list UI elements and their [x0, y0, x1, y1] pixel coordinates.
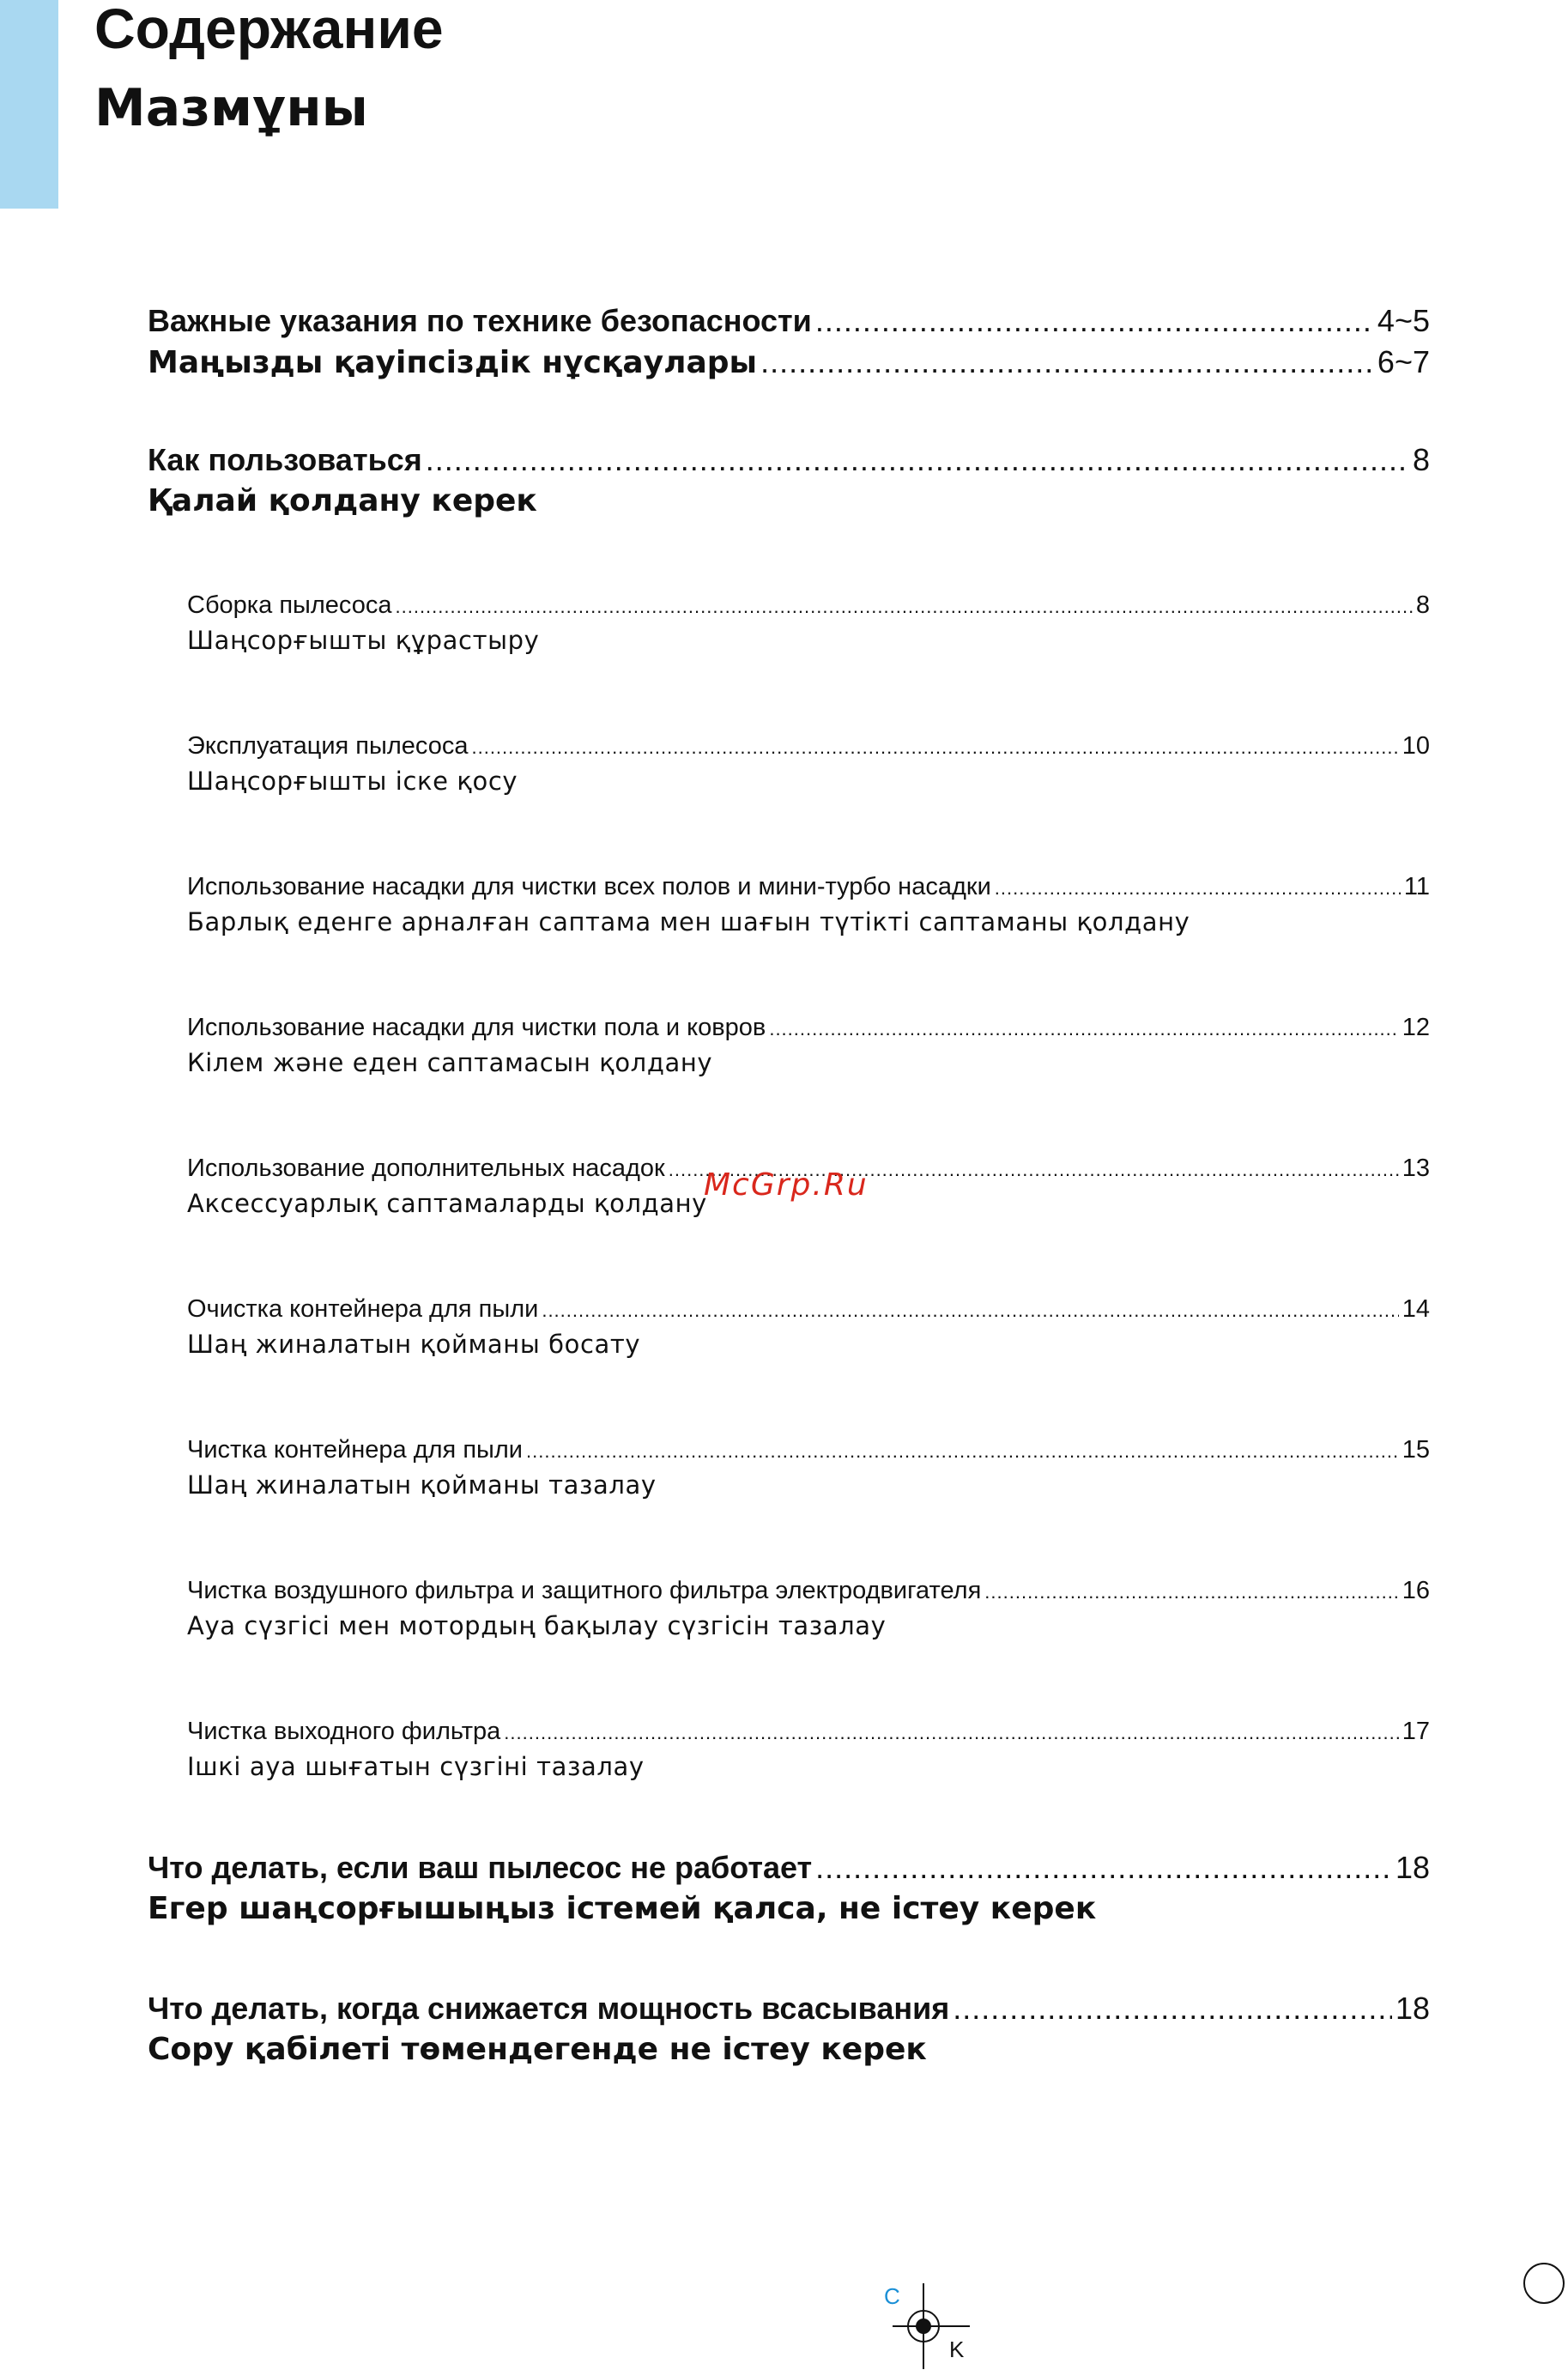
- leader-dots: [995, 872, 1401, 905]
- toc-row-ru: [187, 1715, 1430, 1749]
- toc-entry-exhaust-filter[interactable]: [187, 1715, 1430, 1784]
- toc-title-kz: Шаң жиналатын қойманы босату: [187, 1330, 641, 1359]
- toc-page: 15: [1402, 1436, 1430, 1464]
- registration-c-label: C: [884, 2283, 900, 2309]
- toc-page: 13: [1402, 1155, 1430, 1182]
- toc-title-kz: Егер шаңсорғышыңыз істемей қалса, не істеу керек: [148, 1891, 1097, 1926]
- toc-title-kz: Ауа сүзгісі мен мотордың бақылау сүзгісін тазалау: [187, 1611, 887, 1640]
- toc-title-kz: Шаңсорғышты құрастыру: [187, 626, 540, 655]
- toc-title-ru: Важные указания по технике безопасности: [148, 303, 812, 338]
- toc-row-ru: [187, 870, 1430, 905]
- toc-entry-troubleshooting[interactable]: [148, 1847, 1430, 1930]
- toc-page: 18: [1395, 1991, 1430, 2026]
- toc-page: 4~5: [1377, 303, 1430, 338]
- leader-dots: [815, 1847, 1392, 1888]
- section-color-tab: [0, 0, 58, 209]
- toc-entry-floor-carpet-brush[interactable]: [187, 1011, 1430, 1080]
- toc-page: 8: [1412, 442, 1430, 477]
- toc-title-kz: Аксессуарлық саптамаларды қолдану: [187, 1189, 707, 1218]
- toc-entry-empty-dust-bin[interactable]: [187, 1293, 1430, 1361]
- toc-title-ru: Очистка контейнера для пыли: [187, 1295, 539, 1323]
- toc-title-kz: Маңызды қауіпсіздік нұсқаулары: [148, 345, 758, 380]
- toc-row-ru: [187, 1574, 1430, 1609]
- toc-page: 17: [1402, 1718, 1430, 1745]
- toc-title-ru: Сборка пылесоса: [187, 591, 392, 619]
- leader-dots: [542, 1294, 1398, 1327]
- toc-title-ru: Использование насадки для чистки пола и ковров: [187, 1014, 766, 1041]
- toc-row-ru: [187, 1293, 1430, 1327]
- toc-title-ru: Как пользоваться: [148, 442, 422, 477]
- toc-title-ru: Что делать, когда снижается мощность всасывания: [148, 1991, 950, 2026]
- toc-title-ru: Чистка воздушного фильтра и защитного фильтра электродвигателя: [187, 1577, 982, 1604]
- page-title-kz: Мазмұны: [94, 78, 368, 138]
- toc-page: 16: [1402, 1577, 1430, 1604]
- toc-entry-how-to-use[interactable]: [148, 439, 1430, 522]
- toc-entry-all-floor-brush[interactable]: [187, 870, 1430, 939]
- toc-title-kz: Шаң жиналатын қойманы тазалау: [187, 1470, 657, 1500]
- leader-dots: [396, 591, 1413, 623]
- toc-entry-clean-dust-bin[interactable]: [187, 1433, 1430, 1502]
- toc-entry-safety[interactable]: [148, 300, 1430, 384]
- toc-row-ru: [148, 1988, 1430, 2029]
- toc-row-kz: [148, 342, 1430, 384]
- registration-k-label: K: [949, 2337, 965, 2362]
- toc-row-ru: [148, 300, 1430, 342]
- toc-title-ru: Что делать, если ваш пылесос не работает: [148, 1850, 813, 1885]
- toc-title-ru: Эксплуатация пылесоса: [187, 732, 469, 760]
- toc-page: 8: [1415, 591, 1430, 619]
- leader-dots: [426, 439, 1409, 481]
- toc-title-ru: Использование насадки для чистки всех полов и мини-турбо насадки: [187, 873, 991, 900]
- toc-title-kz: Ішкі ауа шығатын сүзгіні тазалау: [187, 1752, 645, 1781]
- leader-dots: [504, 1717, 1398, 1749]
- toc-page: 18: [1395, 1850, 1430, 1885]
- watermark: McGrp.Ru: [704, 1167, 869, 1203]
- toc-row-ru: [187, 1433, 1430, 1468]
- crosshair-icon: [884, 2283, 987, 2369]
- toc-page: 10: [1402, 732, 1430, 760]
- toc-title-kz: Барлық еденге арналған саптама мен шағын түтікті саптаманы қолдану: [187, 907, 1190, 936]
- registration-mark: [884, 2283, 987, 2369]
- leader-dots: [760, 342, 1374, 383]
- toc-row-ru: [187, 1011, 1430, 1046]
- toc-title-ru: Чистка контейнера для пыли: [187, 1436, 523, 1464]
- toc-row-ru: [187, 589, 1430, 623]
- toc-page: 6~7: [1377, 344, 1430, 379]
- toc-title-kz: Кілем және еден саптамасын қолдану: [187, 1048, 713, 1077]
- leader-dots: [815, 300, 1374, 342]
- toc-title-ru: Чистка выходного фильтра: [187, 1718, 501, 1745]
- toc-row-ru: [187, 730, 1430, 764]
- leader-dots: [984, 1576, 1398, 1609]
- page-title-ru: Содержание: [94, 0, 444, 60]
- leader-dots: [769, 1013, 1398, 1046]
- toc-row-ru: [148, 439, 1430, 481]
- toc-title-kz: Шаңсорғышты іске қосу: [187, 767, 518, 796]
- leader-dots: [526, 1435, 1399, 1468]
- toc-title-kz: Қалай қолдану керек: [148, 483, 537, 518]
- toc-entry-operation[interactable]: [187, 730, 1430, 798]
- toc-page: 11: [1403, 873, 1430, 900]
- leader-dots: [953, 1988, 1392, 2029]
- toc-entry-air-filter[interactable]: [187, 1574, 1430, 1643]
- circle-registration-icon: [1523, 2263, 1565, 2304]
- toc-page: 14: [1402, 1295, 1430, 1323]
- toc-title-ru: Использование дополнительных насадок: [187, 1155, 665, 1182]
- toc-entry-suction-power[interactable]: [148, 1988, 1430, 2070]
- toc-title-kz: Сору қабілеті төмендегенде не істеу керек: [148, 2032, 927, 2067]
- toc-page: 12: [1402, 1014, 1430, 1041]
- toc-entry-assembly[interactable]: [187, 589, 1430, 658]
- toc-row-ru: [148, 1847, 1430, 1888]
- leader-dots: [471, 731, 1398, 764]
